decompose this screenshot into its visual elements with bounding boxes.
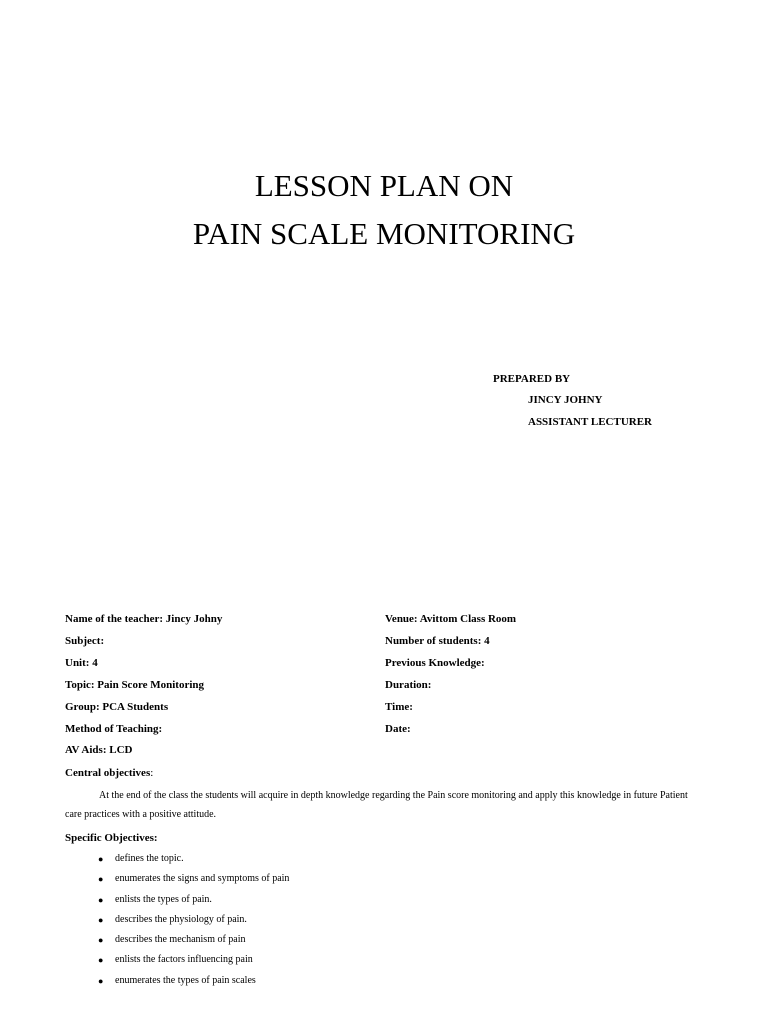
document-title-line-1: LESSON PLAN ON [254,168,514,203]
list-item [98,933,289,953]
previous-knowledge-field: Previous Knowledge: [385,657,485,669]
specific-objectives-heading: Specific Objectives: [65,832,158,844]
central-objectives-text: At the end of the class the students will acquire in depth knowledge regarding the Pain score monitoring and apply this knowledge in future Patient care practices with a positive attitude. [65,790,688,820]
list-item [98,852,289,872]
bullet-icon: ● [98,935,104,946]
objective-text: describes the mechanism of pain [115,934,246,946]
duration-field: Duration: [385,679,432,691]
specific-objectives-list [98,852,289,994]
date-field: Date: [385,723,411,735]
objective-text: defines the topic. [115,853,184,864]
document-title-line-2: PAIN SCALE MONITORING [192,216,576,251]
objective-text: enumerates the signs and symptoms of pain [115,873,290,885]
bullet-icon: ● [98,975,104,986]
group-field: Group: PCA Students [65,701,169,713]
bullet-icon: ● [98,854,104,864]
time-field: Time: [385,701,413,713]
bullet-icon: ● [98,914,104,925]
objective-text: describes the physiology of pain. [115,913,247,925]
topic-field: Topic: Pain Score Monitoring [65,679,205,691]
list-item [98,974,289,994]
objective-text: enlists the types of pain. [115,893,212,905]
teacher-name-field: Name of the teacher: Jincy Johny [65,613,223,625]
objective-text: enlists the factors influencing pain [115,954,253,966]
venue-field: Venue: Avittom Class Room [385,613,517,625]
method-of-teaching-field: Method of Teaching: [65,723,163,735]
author-name: JINCY JOHNY [528,394,603,406]
av-aids-field: AV Aids: LCD [65,744,133,756]
central-objectives-label: Central objectives [65,767,151,779]
list-item [98,913,289,933]
unit-field: Unit: 4 [65,657,98,669]
central-objectives-heading [65,766,153,780]
list-item [98,893,289,913]
number-of-students-field: Number of students: 4 [385,635,490,647]
objective-text: enumerates the types of pain scales [115,974,256,986]
list-item [98,872,289,892]
subject-field: Subject: [65,635,105,647]
list-item [98,953,289,973]
central-objectives-colon: : [150,767,154,779]
bullet-icon: ● [98,955,104,966]
author-role: ASSISTANT LECTURER [528,416,652,428]
bullet-icon: ● [98,874,104,885]
prepared-by-label: PREPARED BY [493,373,571,385]
bullet-icon: ● [98,894,104,905]
